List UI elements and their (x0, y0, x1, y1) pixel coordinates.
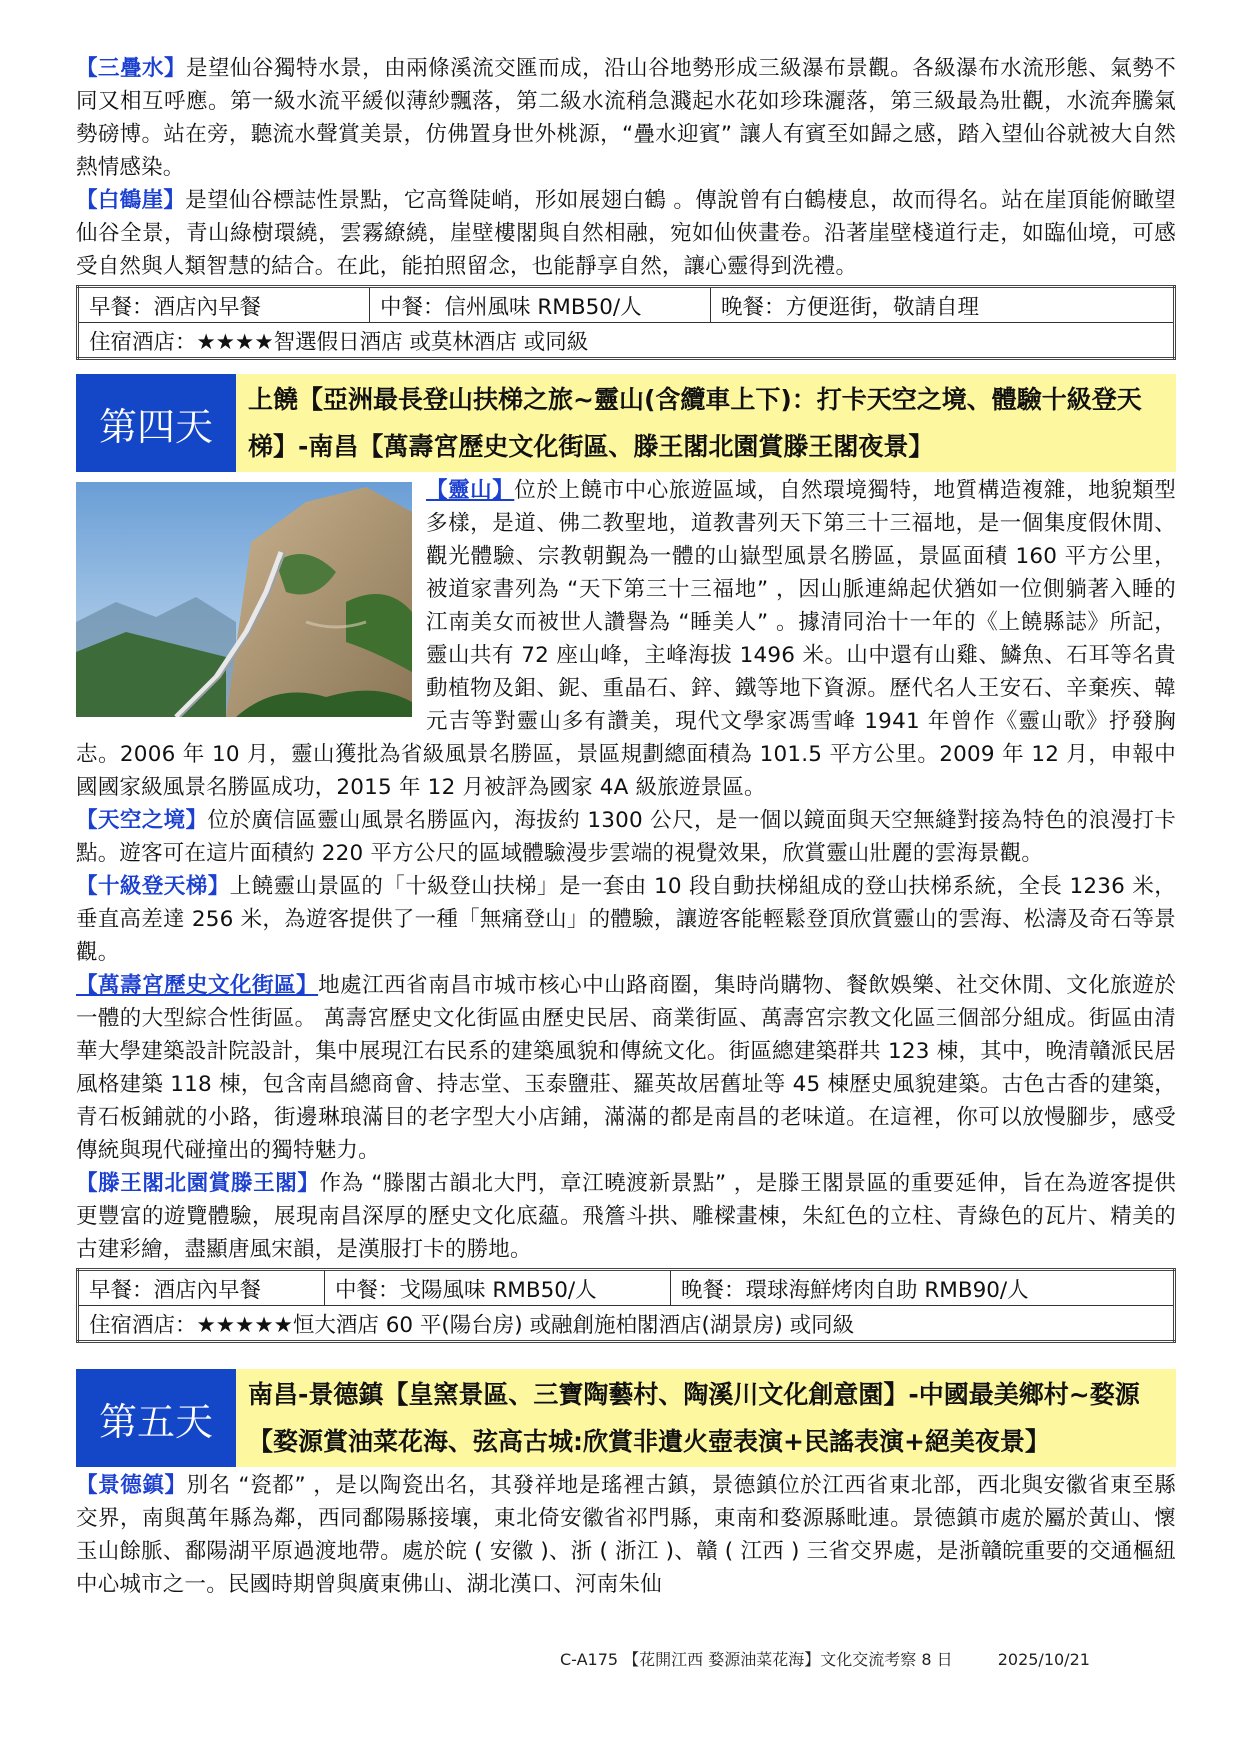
keyword-wanshou: 【萬壽宮歷史文化街區】 (76, 973, 319, 998)
page-footer (560, 1647, 1180, 1670)
lunch-cell: 中餐：戈陽風味 RMB50/人 (325, 1270, 671, 1306)
keyword-sky-mirror: 【天空之境】 (76, 808, 208, 833)
text-wanshou: 地處江西省南昌市城市核心中山路商圈，集時尚購物、餐飲娛樂、社交休閒、文化旅遊於一體的大型綜合性街區。 萬壽宮歷史文化街區由歷史民居、商業街區、萬壽宮宗教文化區三個部分組成。街區由清華大學建築設計院設計，集中展現江右民系的建築風貌和傳統文化。街區總建築群共 123 棟，其中，晚清贛派民居風格建築 118 棟，包含南昌總商會、持志堂、玉泰鹽莊、羅英故居舊址等 45 棟歷史風貌建築。古色古香的建築，青石板鋪就的小路，街邊琳琅滿目的老字型大小店鋪，滿滿的都是南昌的老味道。在這裡，你可以放慢腳步，感受傳統與現代碰撞出的獨特魅力。 (76, 973, 1177, 1163)
lunch-cell: 中餐：信州風味 RMB50/人 (370, 287, 711, 323)
dinner-cell: 晚餐：環球海鮮烤肉自助 RMB90/人 (671, 1270, 1175, 1306)
hotel-cell: 住宿酒店：★★★★智選假日酒店 或莫林酒店 或同級 (78, 323, 1175, 359)
lingshan-photo (76, 482, 412, 717)
footer-code: C-A175 【花開江西 婺源油菜花海】文化交流考察 8 日 (560, 1650, 953, 1669)
paragraph-tengwang (76, 1167, 1176, 1266)
meal-table-day3 (76, 285, 1176, 360)
keyword-jingdezhen: 【景德鎮】 (76, 1473, 187, 1498)
day5-title: 南昌-景德鎮【皇窯景區、三寶陶藝村、陶溪川文化創意園】-中國最美鄉村~婺源【婺源賞油菜花海、弦高古城:欣賞非遺火壺表演+民謠表演+絕美夜景】 (236, 1369, 1176, 1467)
paragraph-baihe (76, 184, 1176, 283)
keyword-lingshan: 【靈山】 (426, 478, 515, 503)
meal-table-day4 (76, 1268, 1176, 1343)
paragraph-sky-mirror (76, 804, 1176, 870)
day4-label: 第四天 (76, 374, 236, 472)
paragraph-ten-ladder (76, 870, 1176, 969)
day4-header (76, 374, 1176, 472)
document-page (76, 52, 1176, 1601)
footer-date: 2025/10/21 (997, 1650, 1090, 1669)
text-ten-ladder: 上饒靈山景區的「十級登山扶梯」是一套由 10 段自動扶梯組成的登山扶梯系統，全長 1236 米，垂直高差達 256 米，為遊客提供了一種「無痛登山」的體驗，讓遊客能輕鬆登頂欣賞靈山的雲海、松濤及奇石等景觀。 (76, 874, 1177, 965)
paragraph-wanshou (76, 969, 1176, 1167)
hotel-cell: 住宿酒店：★★★★★恒大酒店 60 平(陽台房) 或融創施柏閣酒店(湖景房) 或同級 (78, 1306, 1175, 1342)
paragraph-jingdezhen (76, 1469, 1176, 1601)
text-jingdezhen: 別名 “瓷都” ，是以陶瓷出名，其發祥地是瑤裡古鎮，景德鎮位於江西省東北部，西北與安徽省東至縣交界，南與萬年縣為鄰，西同鄱陽縣接壤，東北倚安徽省祁門縣，東南和婺源縣毗連。景德鎮市處於屬於黃山、懷玉山餘脈、鄱陽湖平原過渡地帶。處於皖 ( 安徽 )、浙 ( 浙江 )、贛 ( 江西 ) 三省交界處，是浙贛皖重要的交通樞紐中心城市之一。民國時期曾與廣東佛山、湖北漢口、河南朱仙 (76, 1473, 1176, 1597)
keyword-tengwang: 【滕王閣北園賞滕王閣】 (76, 1171, 320, 1196)
text-sandieshui: 是望仙谷獨特水景，由兩條溪流交匯而成，沿山谷地勢形成三級瀑布景觀。各級瀑布水流形態、氣勢不同又相互呼應。第一級水流平緩似薄紗飄落，第二級水流稍急濺起水花如珍珠灑落，第三級最為壯觀，水流奔騰氣勢磅博。站在旁，聽流水聲賞美景，仿佛置身世外桃源，“疊水迎賓” 讓人有賓至如歸之感，踏入望仙谷就被大自然熱情感染。 (76, 56, 1176, 180)
breakfast-cell: 早餐：酒店內早餐 (78, 287, 370, 323)
text-sky-mirror: 位於廣信區靈山風景名勝區內，海拔約 1300 公尺，是一個以鏡面與天空無縫對接為特色的浪漫打卡點。遊客可在這片面積約 220 平方公尺的區域體驗漫步雲端的視覺效果，欣賞靈山壯麗的雲海景觀。 (76, 808, 1176, 866)
text-baihe: 是望仙谷標誌性景點，它高聳陡峭，形如展翅白鶴 。傳說曾有白鶴棲息，故而得名。站在崖頂能俯瞰望仙谷全景，青山綠樹環繞，雲霧繚繞，崖壁樓閣與自然相融，宛如仙俠畫卷。沿著崖壁棧道行走，如臨仙境，可感受自然與人類智慧的結合。在此，能拍照留念，也能靜享自然，讓心靈得到洗禮。 (76, 188, 1176, 279)
keyword-ten-ladder: 【十級登天梯】 (76, 874, 230, 899)
text-lingshan: 位於上饒市中心旅遊區域，自然環境獨特，地質構造複雜，地貌類型多樣，是道、佛二教聖地，道教書列天下第三十三福地，是一個集度假休閒、觀光體驗、宗教朝覲為一體的山嶽型風景名勝區，景區面積 160 平方公里，被道家書列為 “天下第三十三福地” ，因山脈連綿起伏猶如一位側躺著入睡的江南美女而被世人讚譽為 “睡美人” 。據清同治十一年的《上饒縣誌》所記，靈山共有 72 座山峰，主峰海拔 1496 米。山中還有山雞、鱗魚、石耳等名貴動植物及鉬、鈮、重晶石、鋅、鐵等地下資源。歷代名人王安石、辛棄疾、韓元吉等對靈山多有讚美，現代文學家馮雪峰 1941 年曾作《靈山歌》抒發胸志。2006 年 10 月，靈山獲批為省級風景名勝區，景區規劃總面積為 101.5 平方公里。2009 年 12 月，申報中國國家級風景名勝區成功，2015 年 12 月被評為國家 4A 級旅遊景區。 (76, 478, 1176, 800)
keyword-sandieshui: 【三疊水】 (76, 56, 187, 81)
text-tengwang: 作為 “滕閣古韻北大門，章江曉渡新景點” ，是滕王閣景區的重要延伸，旨在為遊客提供更豐富的遊覽體驗，展現南昌深厚的歷史文化底蘊。飛簷斗拱、雕樑畫棟，朱紅色的立柱、青綠色的瓦片、精美的古建彩繪，盡顯唐風宋韻，是漢服打卡的勝地。 (76, 1171, 1176, 1262)
day5-header (76, 1369, 1176, 1467)
day5-label: 第五天 (76, 1369, 236, 1467)
paragraph-sandieshui (76, 52, 1176, 184)
keyword-baihe: 【白鶴崖】 (76, 188, 186, 213)
day4-title: 上饒【亞洲最長登山扶梯之旅~靈山(含纜車上下)：打卡天空之境、體驗十級登天梯】-南昌【萬壽宮歷史文化街區、滕王閣北園賞滕王閣夜景】 (236, 374, 1176, 472)
dinner-cell: 晚餐：方便逛街，敬請自理 (711, 287, 1175, 323)
breakfast-cell: 早餐：酒店內早餐 (78, 1270, 325, 1306)
lingshan-mountain-image (76, 482, 412, 717)
